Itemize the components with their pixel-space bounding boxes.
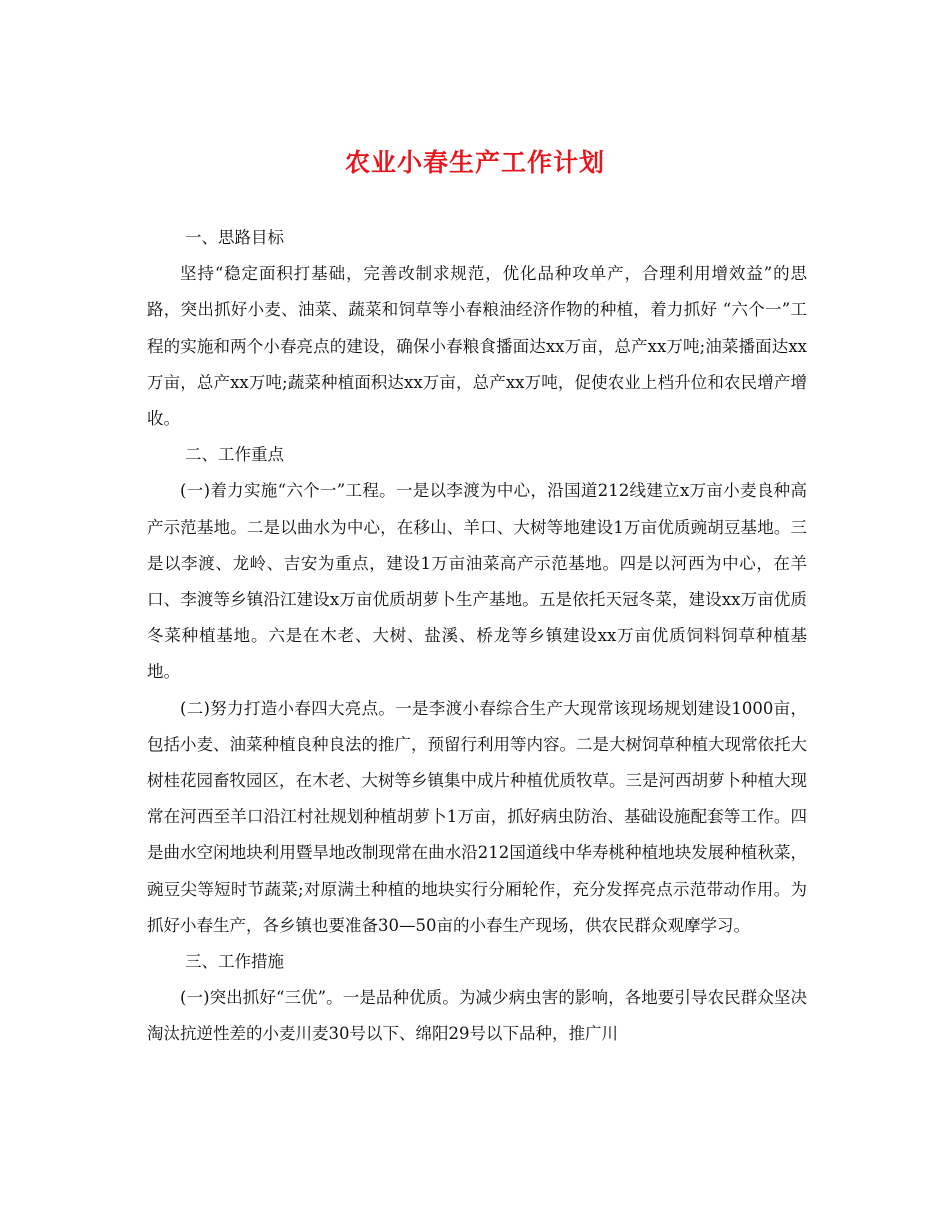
document-title: 农业小春生产工作计划 [344, 148, 605, 177]
paragraph-goals: 坚持“稳定面积打基础，完善改制求规范，优化品种攻单产，合理利用增效益”的思路，突出抓好小麦、油菜、蔬菜和饲草等小春粮油经济作物的种植，着力抓好 “六个一”工程的实施和两个小春亮点的建设，确保小春粮食播面达xx万亩，总产xx万吨;油菜播面达xx万亩，总产xx万吨;蔬菜种植面积达xx万亩，总产xx万吨，促使农业上档升位和农民增产增收。 [147, 264, 807, 429]
section-heading-goals: 一、思路目标 [184, 228, 284, 247]
paragraph-six-ones: (一)着力实施“六个一”工程。一是以李渡为中心，沿国道212线建立x万亩小麦良种高产示范基地。二是以曲水为中心，在移山、羊口、大树等地建设1万亩优质豌胡豆基地。三是以李渡、龙岭、吉安为重点，建设1万亩油菜高产示范基地。四是以河西为中心，在羊口、李渡等乡镇沿江建设x万亩优质胡萝卜生产基地。五是依托天冠冬菜，建设xx万亩优质冬菜种植基地。六是在木老、大树、盐溪、桥龙等乡镇建设xx万亩优质饲料饲草种植基地。 [147, 481, 807, 682]
paragraph-three-excellences: (一)突出抓好“三优”。一是品种优质。为减少病虫害的影响，各地要引导农民群众坚决淘汰抗逆性差的小麦川麦30号以下、绵阳29号以下品种，推广川 [147, 988, 807, 1044]
document-body [147, 220, 807, 1053]
section-heading-focus: 二、工作重点 [184, 445, 284, 465]
paragraph-four-highlights: (二)努力打造小春四大亮点。一是李渡小春综合生产大现常该现场规划建设1000亩，包括小麦、油菜种植良种良法的推广，预留行利用等内容。二是大树饲草种植大现常依托大树桂花园畜牧园区，在木老、大树等乡镇集中成片种植优质牧草。三是河西胡萝卜种植大现常在河西至羊口沿江村社规划种植胡萝卜1万亩，抓好病虫防治、基础设施配套等工作。四是曲水空闲地块利用暨旱地改制现常在曲水沿212国道线中华寿桃种植地块发展种植秋菜，豌豆尖等短时节蔬菜;对原满土种植的地块实行分厢轮作，充分发挥亮点示范带动作用。为抓好小春生产，各乡镇也要准备30—50亩的小春生产现场，供农民群众观摩学习。 [147, 698, 807, 935]
section-heading-measures: 三、工作措施 [184, 952, 284, 972]
